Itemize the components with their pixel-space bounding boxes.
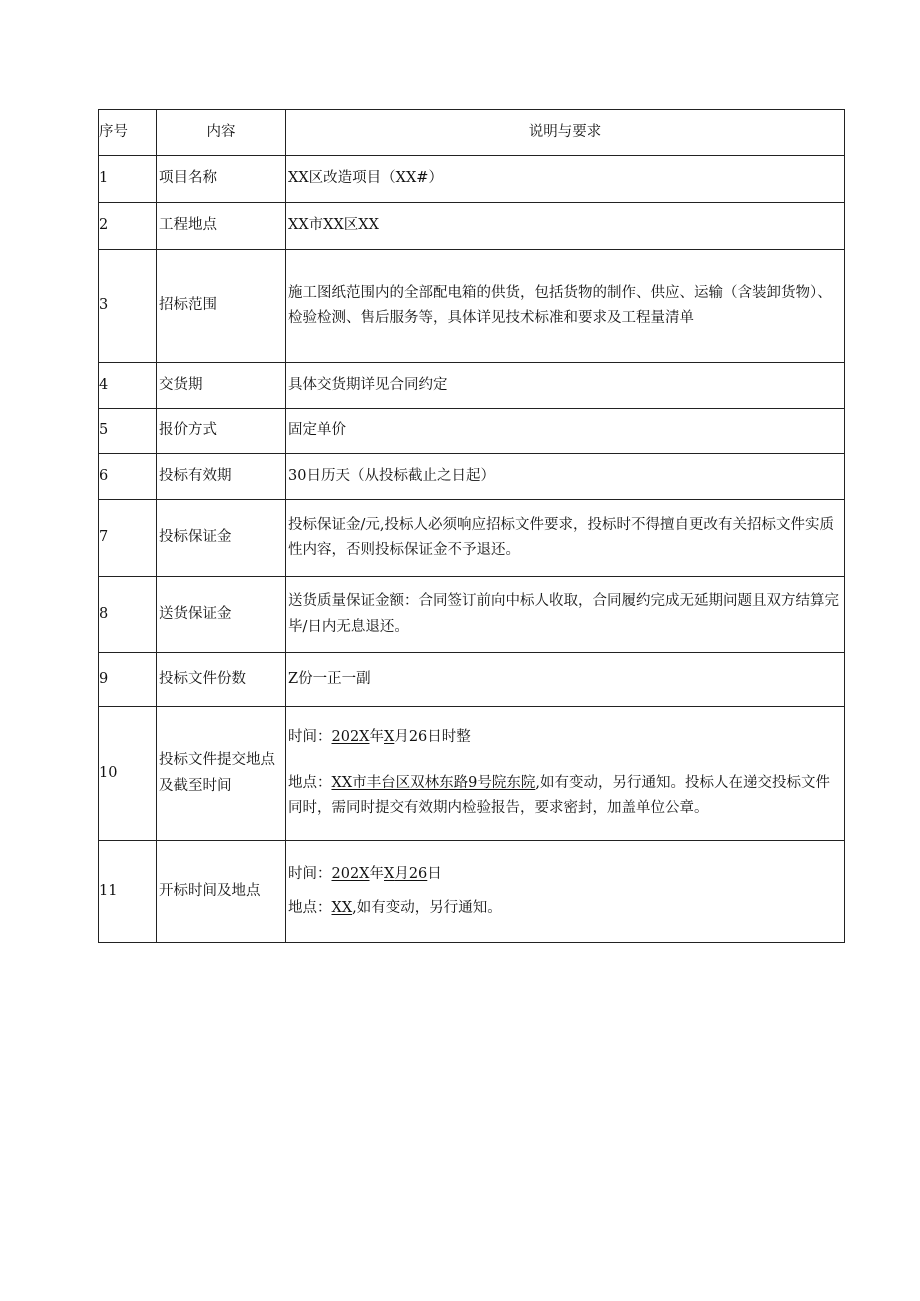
year-unit: 年 — [369, 866, 384, 883]
table-row — [99, 203, 845, 250]
table-row — [99, 363, 845, 409]
table-row — [99, 454, 845, 500]
row-desc: 具体交货期详见合同约定 — [286, 363, 845, 409]
bidding-info-table — [98, 109, 845, 943]
year-value: 202X — [331, 729, 370, 746]
table-row — [99, 577, 845, 653]
place-rest: ,如有变动，另行通知。 — [352, 899, 502, 916]
opening-place-line — [288, 896, 842, 921]
row-item: 投标文件份数 — [157, 653, 286, 707]
year-unit: 年 — [369, 729, 384, 746]
place-rest: ,如有变动，另行通知。投标人在递交投标文件同时，需同时提交有效期内检验报告，要求密封，加盖单位公章。 — [288, 774, 830, 817]
row-item: 开标时间及地点 — [157, 841, 286, 943]
row-desc: 30日历天（从投标截止之日起） — [286, 454, 845, 500]
time-end: 日 — [427, 866, 442, 883]
time-label: 时间： — [288, 866, 332, 883]
row-desc: XX区改造项目（XX#） — [286, 156, 845, 203]
row-desc: 施工图纸范围内的全部配电箱的供货，包括货物的制作、供应、运输（含装卸货物）、检验检测、售后服务等，具体详见技术标准和要求及工程量清单 — [286, 250, 845, 363]
row-no: 6 — [99, 454, 157, 500]
line-gap — [288, 751, 842, 771]
row-desc — [286, 841, 845, 943]
row-item: 招标范围 — [157, 250, 286, 363]
row-no: 9 — [99, 653, 157, 707]
row-item: 工程地点 — [157, 203, 286, 250]
table-row — [99, 156, 845, 203]
time-label: 时间： — [288, 729, 332, 746]
row-no: 10 — [99, 707, 157, 841]
row-no: 7 — [99, 500, 157, 577]
opening-time-line — [288, 862, 842, 887]
row-item: 交货期 — [157, 363, 286, 409]
place-address: XX市丰台区双林东路9号院东院 — [331, 774, 536, 791]
header-desc: 说明与要求 — [286, 110, 845, 156]
table-row — [99, 250, 845, 363]
row-desc: 固定单价 — [286, 409, 845, 454]
header-item: 内容 — [157, 110, 286, 156]
row-item: 投标保证金 — [157, 500, 286, 577]
time-rest: 月26日时整 — [394, 729, 471, 746]
row-no: 4 — [99, 363, 157, 409]
row-no: 1 — [99, 156, 157, 203]
header-no: 序号 — [99, 110, 157, 156]
row-item: 投标文件提交地点及截至时间 — [157, 707, 286, 841]
row-no: 3 — [99, 250, 157, 363]
month-value: X — [384, 729, 395, 746]
table-header-row — [99, 110, 845, 156]
row-no: 8 — [99, 577, 157, 653]
row-no: 5 — [99, 409, 157, 454]
place-label: 地点： — [288, 774, 332, 791]
row-desc — [286, 707, 845, 841]
place-address: XX — [331, 899, 353, 916]
place-label: 地点： — [288, 899, 332, 916]
row-desc: Z份一正一副 — [286, 653, 845, 707]
submission-place-line — [288, 771, 842, 822]
row-item: 投标有效期 — [157, 454, 286, 500]
month-value: X — [384, 866, 395, 883]
row-desc: XX市XX区XX — [286, 203, 845, 250]
table-row — [99, 707, 845, 841]
row-no: 2 — [99, 203, 157, 250]
table-row — [99, 409, 845, 454]
row-item: 项目名称 — [157, 156, 286, 203]
table-row — [99, 500, 845, 577]
row-desc: 送货质量保证金额：合同签订前向中标人收取，合同履约完成无延期问题且双方结算完毕/日内无息退还。 — [286, 577, 845, 653]
year-value: 202X — [331, 866, 370, 883]
row-item: 报价方式 — [157, 409, 286, 454]
row-item: 送货保证金 — [157, 577, 286, 653]
row-no: 11 — [99, 841, 157, 943]
row-desc: 投标保证金/元,投标人必须响应招标文件要求，投标时不得擅自更改有关招标文件实质性内容，否则投标保证金不予退还。 — [286, 500, 845, 577]
submission-time-line — [288, 725, 842, 750]
table-row — [99, 653, 845, 707]
table-row — [99, 841, 845, 943]
time-rest: 月26 — [394, 866, 428, 883]
